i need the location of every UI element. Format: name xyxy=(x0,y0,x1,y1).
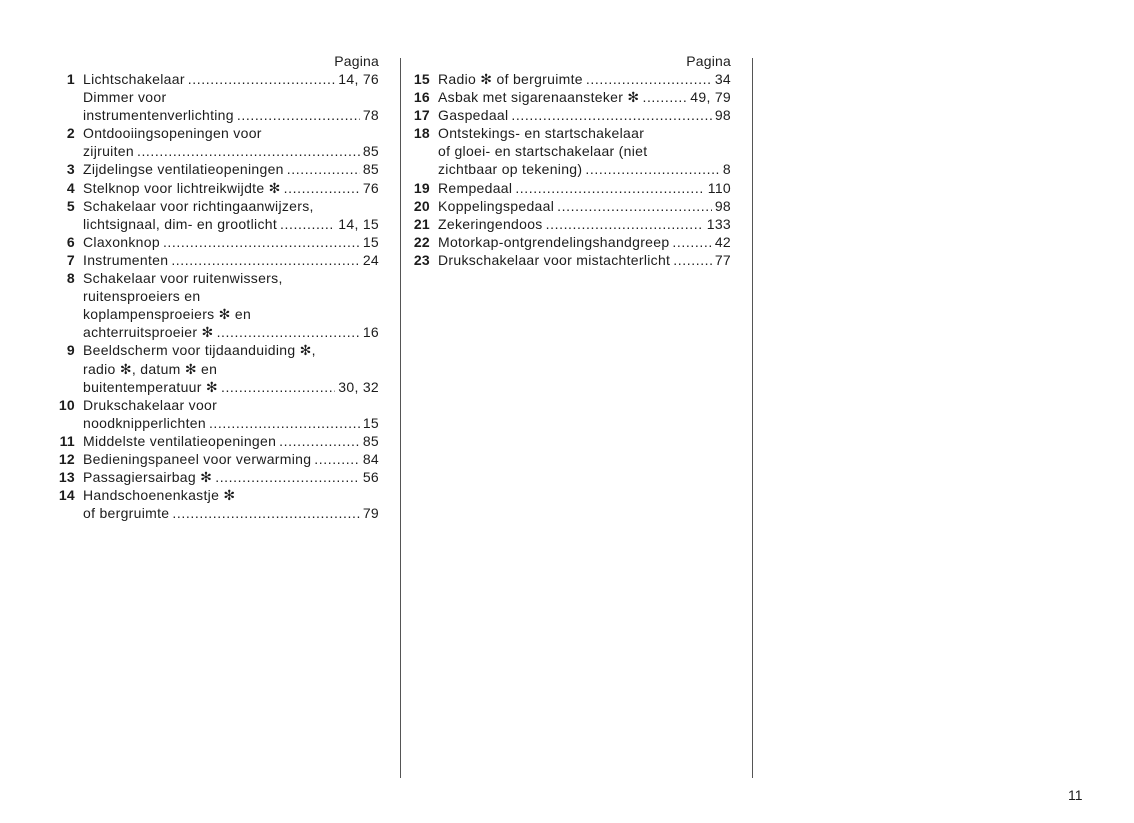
column-divider xyxy=(752,58,753,778)
item-line xyxy=(438,88,731,106)
item-text: Gaspedaal xyxy=(438,107,509,124)
page-reference: 34 xyxy=(714,71,731,87)
dot-leader xyxy=(585,160,720,178)
page-reference: 79 xyxy=(362,505,379,522)
item-number: 15 xyxy=(413,71,430,87)
item-text: Drukschakelaar voor xyxy=(83,396,218,413)
dot-leader xyxy=(280,215,335,233)
item-line xyxy=(83,215,379,233)
list-item xyxy=(52,468,379,486)
dot-leader xyxy=(221,378,335,396)
list-item xyxy=(52,160,379,178)
item-number: 19 xyxy=(413,179,430,196)
item-number: 11 xyxy=(59,432,75,449)
dot-leader xyxy=(287,160,360,178)
list-item xyxy=(52,396,379,432)
item-description xyxy=(83,197,379,233)
page-reference: 56 xyxy=(362,469,379,486)
list-item xyxy=(407,179,731,197)
item-description xyxy=(438,124,731,178)
dot-leader xyxy=(314,450,360,468)
page-reference: 98 xyxy=(714,107,731,124)
item-line xyxy=(83,160,379,178)
item-description xyxy=(83,179,379,197)
item-description xyxy=(438,197,731,215)
item-number: 1 xyxy=(66,71,75,87)
item-line xyxy=(438,197,731,215)
column-divider xyxy=(400,58,401,778)
dot-leader xyxy=(163,233,360,251)
item-text: Schakelaar voor ruitenwissers, xyxy=(83,270,283,287)
list-item xyxy=(407,233,731,251)
item-number: 2 xyxy=(66,125,75,142)
item-text: Stelknop voor lichtreikwijdte ✻ xyxy=(83,179,281,196)
item-text: Ontdooiingsopeningen voor xyxy=(83,125,262,142)
page-reference: 110 xyxy=(707,179,731,196)
list-item xyxy=(407,215,731,233)
item-text: of gloei- en startschakelaar (niet xyxy=(438,143,648,160)
item-number: 14 xyxy=(58,487,75,504)
list-item xyxy=(52,341,379,395)
item-line xyxy=(83,251,379,269)
page-reference: 84 xyxy=(362,450,379,467)
item-description xyxy=(83,432,379,450)
dot-leader xyxy=(137,142,360,160)
page-reference: 14, 76 xyxy=(338,71,379,87)
list-item xyxy=(52,70,379,124)
list-item xyxy=(407,197,731,215)
page-reference: 15 xyxy=(362,233,379,250)
page-reference: 77 xyxy=(714,251,731,268)
item-number: 5 xyxy=(66,197,75,214)
dot-leader xyxy=(586,70,712,88)
dot-leader xyxy=(284,179,360,197)
page-reference: 14, 15 xyxy=(338,215,379,232)
page-reference: 78 xyxy=(362,107,379,124)
page-reference: 76 xyxy=(362,179,379,196)
list-item xyxy=(407,124,731,178)
item-description xyxy=(438,215,731,233)
item-number: 3 xyxy=(66,161,75,178)
item-description xyxy=(83,396,379,432)
item-description xyxy=(83,468,379,486)
item-line xyxy=(83,142,379,160)
item-number: 4 xyxy=(66,179,75,196)
item-text: Zijdelingse ventilatieopeningen xyxy=(83,161,284,178)
item-text: Schakelaar voor richtingaanwijzers, xyxy=(83,197,314,214)
item-number: 12 xyxy=(58,450,75,467)
item-number: 21 xyxy=(413,215,430,232)
list-item xyxy=(52,197,379,233)
item-description xyxy=(438,233,731,251)
item-line xyxy=(438,179,731,197)
item-text: koplampensproeiers ✻ en xyxy=(83,306,252,323)
item-text: noodknipperlichten xyxy=(83,414,206,431)
dot-leader xyxy=(215,468,360,486)
item-description xyxy=(438,70,731,88)
entry-list-right xyxy=(407,70,731,269)
page-reference: 30, 32 xyxy=(338,378,379,395)
page-reference: 8 xyxy=(722,161,731,178)
item-text: Instrumenten xyxy=(83,251,169,268)
item-text: Lichtschakelaar xyxy=(83,71,185,87)
item-text: Beeldscherm voor tijdaanduiding ✻, xyxy=(83,342,316,359)
item-text: zichtbaar op tekening) xyxy=(438,161,583,178)
page-reference: 85 xyxy=(362,161,379,178)
item-line xyxy=(83,414,379,432)
item-number: 13 xyxy=(58,469,75,486)
list-item xyxy=(52,251,379,269)
item-number: 10 xyxy=(58,396,75,413)
dot-leader xyxy=(557,197,712,215)
item-line xyxy=(83,432,379,450)
list-item xyxy=(52,179,379,197)
item-line xyxy=(438,160,731,178)
item-description xyxy=(83,251,379,269)
list-item xyxy=(407,70,731,88)
item-text: Claxonknop xyxy=(83,233,160,250)
item-text: Dimmer voor xyxy=(83,89,167,106)
list-item xyxy=(407,88,731,106)
item-description xyxy=(83,450,379,468)
item-line xyxy=(83,179,379,197)
page-reference: 15 xyxy=(362,414,379,431)
item-description xyxy=(83,233,379,251)
item-number: 8 xyxy=(66,270,75,287)
item-text: ruitensproeiers en xyxy=(83,288,201,305)
item-text: zijruiten xyxy=(83,143,134,160)
dot-leader xyxy=(237,106,360,124)
left-column xyxy=(52,52,379,522)
dot-leader xyxy=(673,251,712,269)
item-line xyxy=(83,70,379,88)
dot-leader xyxy=(172,504,359,522)
item-line xyxy=(438,70,731,88)
list-item xyxy=(407,251,731,269)
list-item xyxy=(52,450,379,468)
item-line xyxy=(438,251,731,269)
dot-leader xyxy=(171,251,360,269)
page-column-header: Pagina xyxy=(334,53,379,69)
item-line xyxy=(83,233,379,251)
dot-leader xyxy=(515,179,704,197)
item-number: 23 xyxy=(413,251,430,268)
dot-leader xyxy=(672,233,711,251)
item-description xyxy=(438,251,731,269)
dot-leader xyxy=(511,106,711,124)
list-item xyxy=(52,269,379,341)
page-reference: 133 xyxy=(706,215,731,232)
item-text: Asbak met sigarenaansteker ✻ xyxy=(438,89,640,106)
dot-leader xyxy=(188,70,335,88)
page-reference: 16 xyxy=(362,324,379,341)
item-description xyxy=(83,70,379,124)
page-reference: 49, 79 xyxy=(690,89,731,106)
list-item xyxy=(52,486,379,522)
page-reference: 98 xyxy=(714,197,731,214)
page-reference: 85 xyxy=(362,143,379,160)
item-number: 17 xyxy=(413,107,430,124)
item-text: achterruitsproeier ✻ xyxy=(83,324,214,341)
entry-list-left xyxy=(52,70,379,522)
item-text: lichtsignaal, dim- en grootlicht xyxy=(83,215,278,232)
item-description xyxy=(438,179,731,197)
item-line xyxy=(438,106,731,124)
item-text: Middelste ventilatieopeningen xyxy=(83,432,277,449)
item-description xyxy=(438,106,731,124)
item-text: radio ✻, datum ✻ en xyxy=(83,360,218,377)
item-line xyxy=(438,233,731,251)
page-reference: 42 xyxy=(714,233,731,250)
list-item xyxy=(52,233,379,251)
item-line xyxy=(83,504,379,522)
right-column xyxy=(407,52,731,269)
item-description xyxy=(83,124,379,160)
page-number: 11 xyxy=(1068,787,1083,803)
item-text: Handschoenenkastje ✻ xyxy=(83,487,236,504)
item-text: buitentemperatuur ✻ xyxy=(83,378,218,395)
item-text: Zekeringendoos xyxy=(438,215,543,232)
item-line xyxy=(438,215,731,233)
item-line xyxy=(83,378,379,396)
dot-leader xyxy=(642,88,687,106)
item-number: 16 xyxy=(413,89,430,106)
item-number: 6 xyxy=(66,233,75,250)
item-number: 18 xyxy=(413,125,430,142)
dot-leader xyxy=(217,323,360,341)
dot-leader xyxy=(209,414,360,432)
item-text: Drukschakelaar voor mistachterlicht xyxy=(438,251,671,268)
item-line xyxy=(83,106,379,124)
item-description xyxy=(83,160,379,178)
item-line xyxy=(83,323,379,341)
page-reference: 24 xyxy=(362,251,379,268)
item-description xyxy=(83,486,379,522)
item-text: of bergruimte xyxy=(83,505,170,522)
page-reference: 85 xyxy=(362,432,379,449)
item-text: Rempedaal xyxy=(438,179,513,196)
item-text: Passagiersairbag ✻ xyxy=(83,469,213,486)
item-line xyxy=(83,468,379,486)
item-description xyxy=(83,269,379,341)
item-description xyxy=(438,88,731,106)
item-number: 7 xyxy=(66,251,75,268)
item-description xyxy=(83,341,379,395)
item-number: 20 xyxy=(413,197,430,214)
item-number: 9 xyxy=(66,342,75,359)
item-line xyxy=(83,450,379,468)
item-text: Motorkap-ontgrendelingshandgreep xyxy=(438,233,670,250)
item-text: instrumentenverlichting xyxy=(83,107,234,124)
item-text: Radio ✻ of bergruimte xyxy=(438,71,583,87)
item-text: Bedieningspaneel voor verwarming xyxy=(83,450,312,467)
dot-leader xyxy=(279,432,360,450)
list-item xyxy=(52,124,379,160)
item-number: 22 xyxy=(413,233,430,250)
item-text: Ontstekings- en startschakelaar xyxy=(438,125,645,142)
list-item xyxy=(52,432,379,450)
list-item xyxy=(407,106,731,124)
item-text: Koppelingspedaal xyxy=(438,197,555,214)
page-column-header: Pagina xyxy=(686,53,731,69)
dot-leader xyxy=(546,215,704,233)
